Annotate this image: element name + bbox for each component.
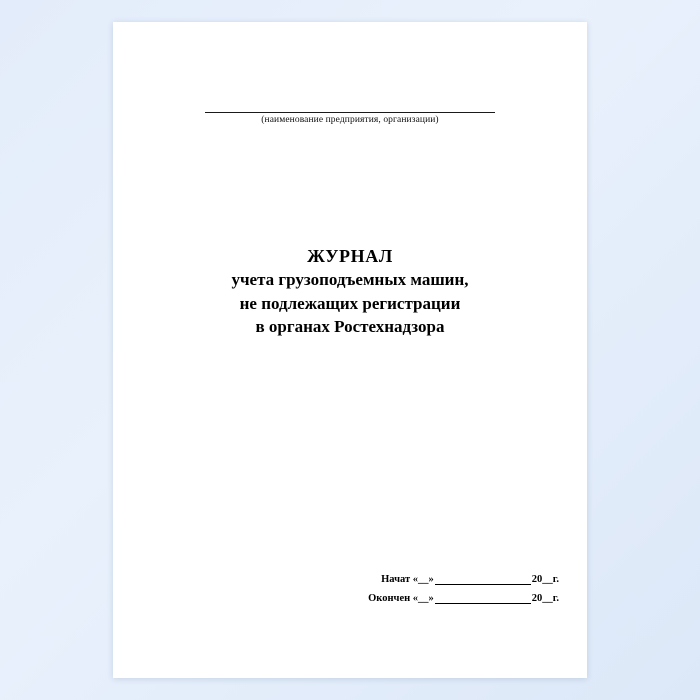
start-date-year: 20__г. <box>531 574 559 585</box>
title-subline-1: учета грузоподъемных машин, <box>231 270 469 290</box>
document-title-block <box>113 244 587 339</box>
title-subline-3: в органах Ростехнадзора <box>255 317 445 337</box>
page-title: ЖУРНАЛ <box>307 246 393 266</box>
organization-name-rule <box>205 98 495 113</box>
organization-name-block <box>113 98 587 125</box>
finish-date-row <box>368 593 559 604</box>
organization-name-caption: (наименование предприятия, организации) <box>261 115 439 125</box>
finish-date-fill-line <box>435 594 531 604</box>
start-date-label: Начат «__» <box>381 574 434 585</box>
start-date-fill-line <box>435 575 531 585</box>
title-subline-2: не подлежащих регистрации <box>239 293 461 313</box>
document-page <box>113 22 587 678</box>
finish-date-label: Окончен «__» <box>368 593 434 604</box>
finish-date-year: 20__г. <box>531 593 559 604</box>
document-footer-block <box>368 574 559 612</box>
start-date-row <box>368 574 559 585</box>
